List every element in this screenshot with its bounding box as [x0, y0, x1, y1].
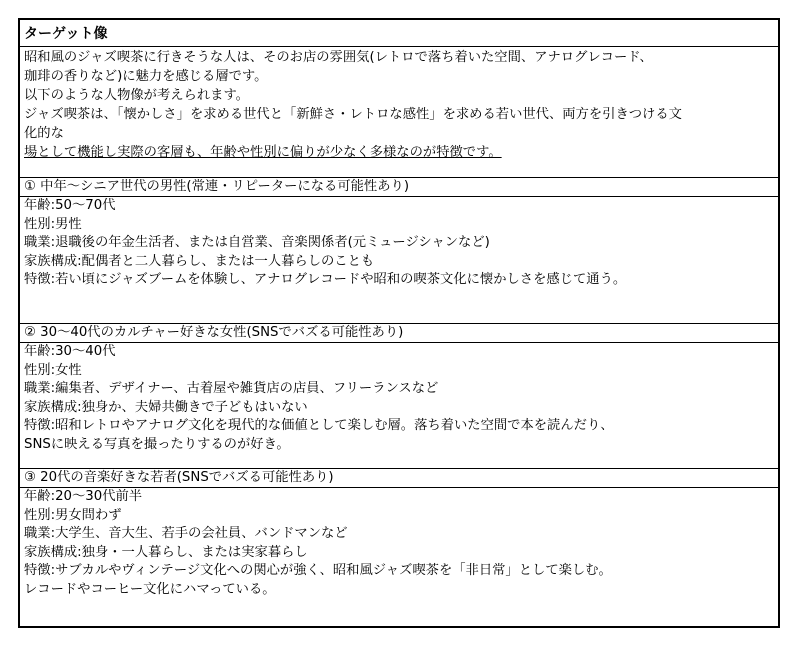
- intro-line: ジャズ喫茶は、「懐かしさ」を求める世代と「新鮮さ・レトロな感性」を求める若い世代、両方を引きつける文: [24, 107, 682, 122]
- intro-line: 場として機能し実際の客層も、年齢や性別に偏りが少なく多様なのが特徴です。: [24, 145, 502, 160]
- persona-family: 家族構成:独身か、夫婦共働きで子どもはいない: [24, 399, 308, 415]
- section-body-culture-women: [20, 343, 778, 468]
- persona-traits-cont: レコードやコーヒー文化にハマっている。: [24, 581, 276, 597]
- section-heading-culture-women: ② 30～40代のカルチャー好きな女性(SNSでバズる可能性あり): [20, 323, 778, 343]
- target-persona-sheet: [18, 18, 780, 628]
- section-body-senior-men: [20, 197, 778, 323]
- intro-line: 珈琲の香りなど)に魅力を感じる層です。: [24, 69, 268, 84]
- persona-traits-cont: SNSに映える写真を撮ったりするのが好き。: [24, 436, 290, 452]
- section-heading-senior-men: ① 中年～シニア世代の男性(常連・リピーターになる可能性あり): [20, 177, 778, 197]
- intro-line: 昭和風のジャズ喫茶に行きそうな人は、そのお店の雰囲気(レトロで落ち着いた空間、アナログレコード、: [24, 50, 653, 65]
- persona-gender: 性別:男女問わず: [24, 507, 122, 523]
- intro-line: 化的な: [24, 126, 64, 141]
- persona-gender: 性別:男性: [24, 216, 82, 232]
- persona-age: 年齢:50～70代: [24, 198, 116, 213]
- persona-occupation: 職業:大学生、音大生、若手の会社員、バンドマンなど: [24, 526, 348, 542]
- persona-traits: 特徴:サブカルやヴィンテージ文化への関心が強く、昭和風ジャズ喫茶を「非日常」として楽しむ。: [24, 563, 612, 579]
- intro-paragraph: [20, 47, 778, 177]
- intro-line: 以下のような人物像が考えられます。: [24, 88, 249, 103]
- persona-traits: 特徴:若い頃にジャズブームを体験し、アナログレコードや昭和の喫茶文化に懐かしさを感じて通う。: [24, 272, 627, 288]
- section-heading-young-music-fans: ③ 20代の音楽好きな若者(SNSでバズる可能性あり): [20, 468, 778, 488]
- persona-traits: 特徴:昭和レトロやアナログ文化を現代的な価値として楽しむ層。落ち着いた空間で本を読んだり、: [24, 418, 614, 434]
- persona-family: 家族構成:独身・一人暮らし、または実家暮らし: [24, 544, 308, 560]
- persona-family: 家族構成:配偶者と二人暮らし、または一人暮らしのことも: [24, 253, 375, 269]
- persona-occupation: 職業:退職後の年金生活者、または自営業、音楽関係者(元ミュージシャンなど): [24, 235, 490, 251]
- persona-age: 年齢:30～40代: [24, 344, 116, 359]
- persona-age: 年齢:20～30代前半: [24, 489, 143, 504]
- sheet-title: ターゲット像: [20, 20, 778, 47]
- section-body-young-music-fans: [20, 488, 778, 624]
- persona-gender: 性別:女性: [24, 362, 82, 378]
- persona-occupation: 職業:編集者、デザイナー、古着屋や雑貨店の店員、フリーランスなど: [24, 381, 439, 397]
